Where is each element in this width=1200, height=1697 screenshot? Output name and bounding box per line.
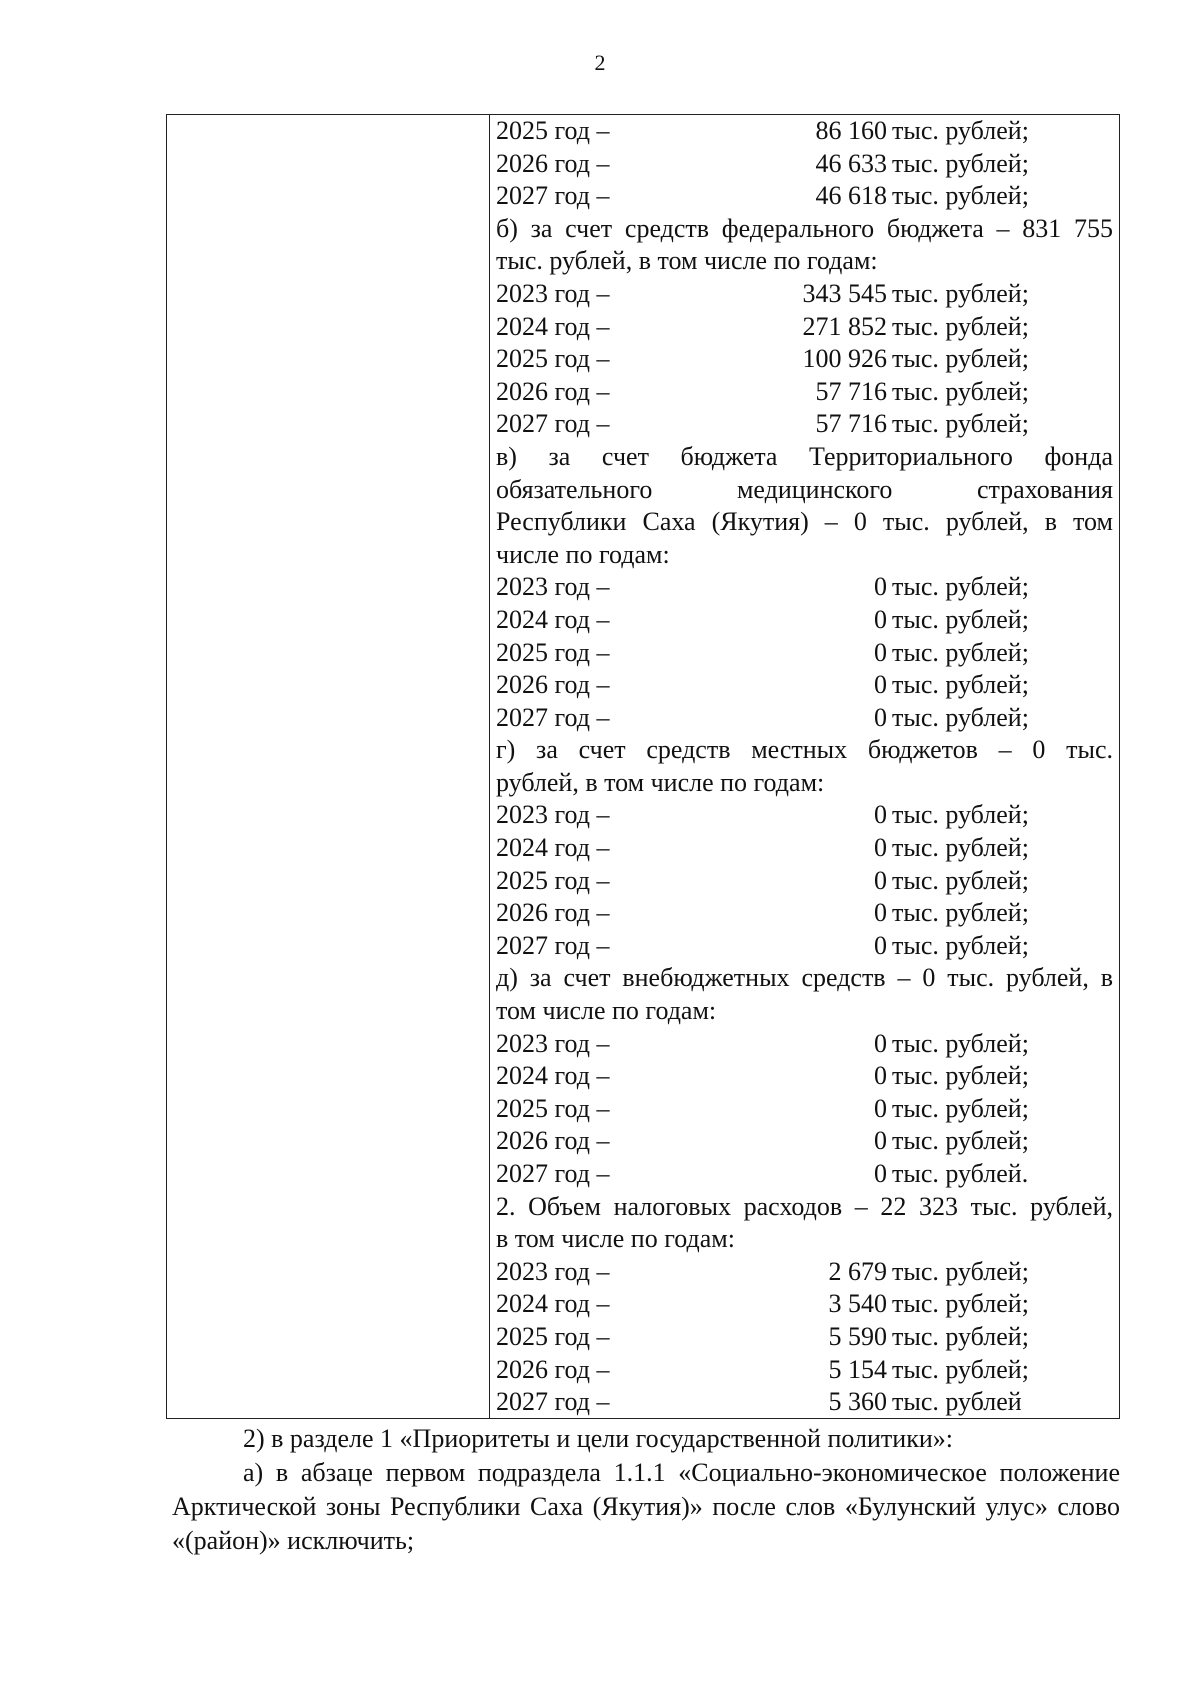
amount-value: 343 545 xyxy=(802,278,887,308)
amount-value: 0 xyxy=(874,800,887,830)
amount-unit: тыс. рублей; xyxy=(892,344,1029,374)
amount-value: 100 926 xyxy=(802,344,887,374)
amount-value: 0 xyxy=(874,1159,887,1188)
funding-text-line: том числе по годам: xyxy=(496,996,717,1026)
funding-text-line: рублей, в том числе по годам: xyxy=(496,767,825,797)
year-row xyxy=(496,832,1113,865)
year-label: 2025 год – xyxy=(496,116,610,145)
amount-value: 0 xyxy=(874,898,887,928)
amount-value: 46 633 xyxy=(815,148,887,178)
paragraph-subsection-a: а) в абзаце первом подраздела 1.1.1 «Социально-экономическое положение Арктической зоны Республики Саха (Якутия)» после слов «Булунский улус» слово «(район)» исключить; xyxy=(172,1458,1120,1555)
year-row xyxy=(496,376,1113,409)
amount-unit: тыс. рублей; xyxy=(892,1093,1029,1123)
body-text xyxy=(172,1422,1120,1558)
year-row xyxy=(496,637,1113,670)
amount-unit: тыс. рублей xyxy=(892,1387,1022,1417)
amount-unit: тыс. рублей; xyxy=(892,800,1029,830)
amount-unit: тыс. рублей; xyxy=(892,148,1029,178)
amount-unit: тыс. рублей. xyxy=(892,1159,1029,1188)
amount-unit: тыс. рублей; xyxy=(892,1354,1029,1384)
year-label: 2024 год – xyxy=(496,604,610,634)
amount-value: 0 xyxy=(874,1126,887,1156)
year-label: 2024 год – xyxy=(496,311,610,341)
year-row xyxy=(496,1354,1113,1387)
year-label: 2023 год – xyxy=(496,1256,610,1286)
funding-text-line: тыс. рублей, в том числе по годам: xyxy=(496,246,878,276)
amount-value: 0 xyxy=(874,702,887,732)
year-label: 2027 год – xyxy=(496,1387,610,1417)
amount-value: 0 xyxy=(874,930,887,960)
year-row xyxy=(496,1256,1113,1289)
funding-text-line: обязательного медицинского страхования xyxy=(496,474,1113,504)
page-number: 2 xyxy=(594,50,606,75)
year-row xyxy=(496,702,1113,735)
year-label: 2026 год – xyxy=(496,898,610,928)
year-label: 2025 год – xyxy=(496,865,610,895)
amount-unit: тыс. рублей; xyxy=(892,833,1029,863)
year-row xyxy=(496,930,1113,963)
amount-value: 3 540 xyxy=(828,1289,887,1319)
year-label: 2026 год – xyxy=(496,148,610,178)
year-row xyxy=(496,604,1113,637)
year-label: 2023 год – xyxy=(496,572,610,602)
funding-text-line: б) за счет средств федерального бюджета – 831 755 xyxy=(496,213,1113,243)
funding-text-line: в том числе по годам: xyxy=(496,1224,735,1254)
amount-unit: тыс. рублей; xyxy=(892,670,1029,700)
amount-value: 0 xyxy=(874,604,887,634)
year-label: 2027 год – xyxy=(496,1159,610,1188)
year-label: 2023 год – xyxy=(496,1028,610,1058)
funding-text-line: Республики Саха (Якутия) – 0 тыс. рублей, в том xyxy=(496,507,1113,537)
paragraph-section-1: 2) в разделе 1 «Приоритеты и цели государственной политики»: xyxy=(243,1424,953,1453)
year-row xyxy=(496,1093,1113,1126)
year-label: 2024 год – xyxy=(496,1061,610,1091)
amount-value: 271 852 xyxy=(802,311,887,341)
column-divider xyxy=(489,115,490,1418)
year-label: 2027 год – xyxy=(496,181,610,211)
year-label: 2025 год – xyxy=(496,344,610,374)
year-row xyxy=(496,343,1113,376)
year-label: 2025 год – xyxy=(496,1321,610,1351)
year-label: 2026 год – xyxy=(496,1354,610,1384)
funding-text-line: д) за счет внебюджетных средств – 0 тыс. рублей, в xyxy=(496,963,1113,993)
year-row xyxy=(496,1060,1113,1093)
year-label: 2026 год – xyxy=(496,376,610,406)
year-row xyxy=(496,148,1113,181)
year-row xyxy=(496,408,1113,441)
amount-value: 0 xyxy=(874,637,887,667)
amount-unit: тыс. рублей; xyxy=(892,376,1029,406)
year-label: 2026 год – xyxy=(496,1126,610,1156)
amount-value: 0 xyxy=(874,833,887,863)
amount-unit: тыс. рублей; xyxy=(892,1321,1029,1351)
amount-unit: тыс. рублей; xyxy=(892,1289,1029,1319)
year-label: 2026 год – xyxy=(496,670,610,700)
funding-text-line: в) за счет бюджета Территориального фонда xyxy=(496,441,1113,471)
year-label: 2024 год – xyxy=(496,1289,610,1319)
amount-unit: тыс. рублей; xyxy=(892,116,1029,145)
year-row xyxy=(496,180,1113,213)
funding-text-line: числе по годам: xyxy=(496,539,670,569)
funding-text-line: 2. Объем налоговых расходов – 22 323 тыс. рублей, xyxy=(496,1191,1113,1221)
year-row xyxy=(496,1321,1113,1354)
year-row xyxy=(496,115,1113,148)
year-row xyxy=(496,799,1113,832)
year-label: 2027 год – xyxy=(496,702,610,732)
amount-unit: тыс. рублей; xyxy=(892,278,1029,308)
year-row xyxy=(496,311,1113,344)
amount-unit: тыс. рублей; xyxy=(892,1061,1029,1091)
amount-value: 0 xyxy=(874,865,887,895)
amount-unit: тыс. рублей; xyxy=(892,1126,1029,1156)
right-cell xyxy=(496,115,1113,1419)
amount-unit: тыс. рублей; xyxy=(892,181,1029,211)
year-label: 2027 год – xyxy=(496,409,610,439)
amount-unit: тыс. рублей; xyxy=(892,898,1029,928)
year-row xyxy=(496,897,1113,930)
year-label: 2027 год – xyxy=(496,930,610,960)
year-row xyxy=(496,571,1113,604)
amount-value: 0 xyxy=(874,572,887,602)
year-row xyxy=(496,278,1113,311)
amount-unit: тыс. рублей; xyxy=(892,1256,1029,1286)
year-row xyxy=(496,1288,1113,1321)
amount-value: 5 360 xyxy=(828,1387,887,1417)
amount-unit: тыс. рублей; xyxy=(892,930,1029,960)
amount-unit: тыс. рублей; xyxy=(892,1028,1029,1058)
year-row xyxy=(496,1386,1113,1419)
year-row xyxy=(496,1028,1113,1061)
year-label: 2023 год – xyxy=(496,800,610,830)
budget-table xyxy=(166,114,1120,1419)
amount-value: 0 xyxy=(874,1093,887,1123)
amount-value: 5 154 xyxy=(828,1354,887,1384)
amount-unit: тыс. рублей; xyxy=(892,409,1029,439)
year-row xyxy=(496,1158,1113,1191)
amount-unit: тыс. рублей; xyxy=(892,637,1029,667)
amount-value: 57 716 xyxy=(815,376,887,406)
amount-value: 57 716 xyxy=(815,409,887,439)
amount-value: 5 590 xyxy=(828,1321,887,1351)
amount-unit: тыс. рублей; xyxy=(892,604,1029,634)
amount-unit: тыс. рублей; xyxy=(892,572,1029,602)
year-label: 2023 год – xyxy=(496,278,610,308)
amount-value: 0 xyxy=(874,670,887,700)
year-label: 2024 год – xyxy=(496,833,610,863)
year-row xyxy=(496,669,1113,702)
amount-unit: тыс. рублей; xyxy=(892,865,1029,895)
year-label: 2025 год – xyxy=(496,1093,610,1123)
amount-value: 86 160 xyxy=(815,116,887,145)
year-row xyxy=(496,1125,1113,1158)
amount-value: 0 xyxy=(874,1028,887,1058)
amount-unit: тыс. рублей; xyxy=(892,311,1029,341)
amount-unit: тыс. рублей; xyxy=(892,702,1029,732)
funding-text-line: г) за счет средств местных бюджетов – 0 тыс. xyxy=(496,735,1113,765)
year-row xyxy=(496,865,1113,898)
amount-value: 2 679 xyxy=(828,1256,887,1286)
amount-value: 0 xyxy=(874,1061,887,1091)
year-label: 2025 год – xyxy=(496,637,610,667)
amount-value: 46 618 xyxy=(815,181,887,211)
